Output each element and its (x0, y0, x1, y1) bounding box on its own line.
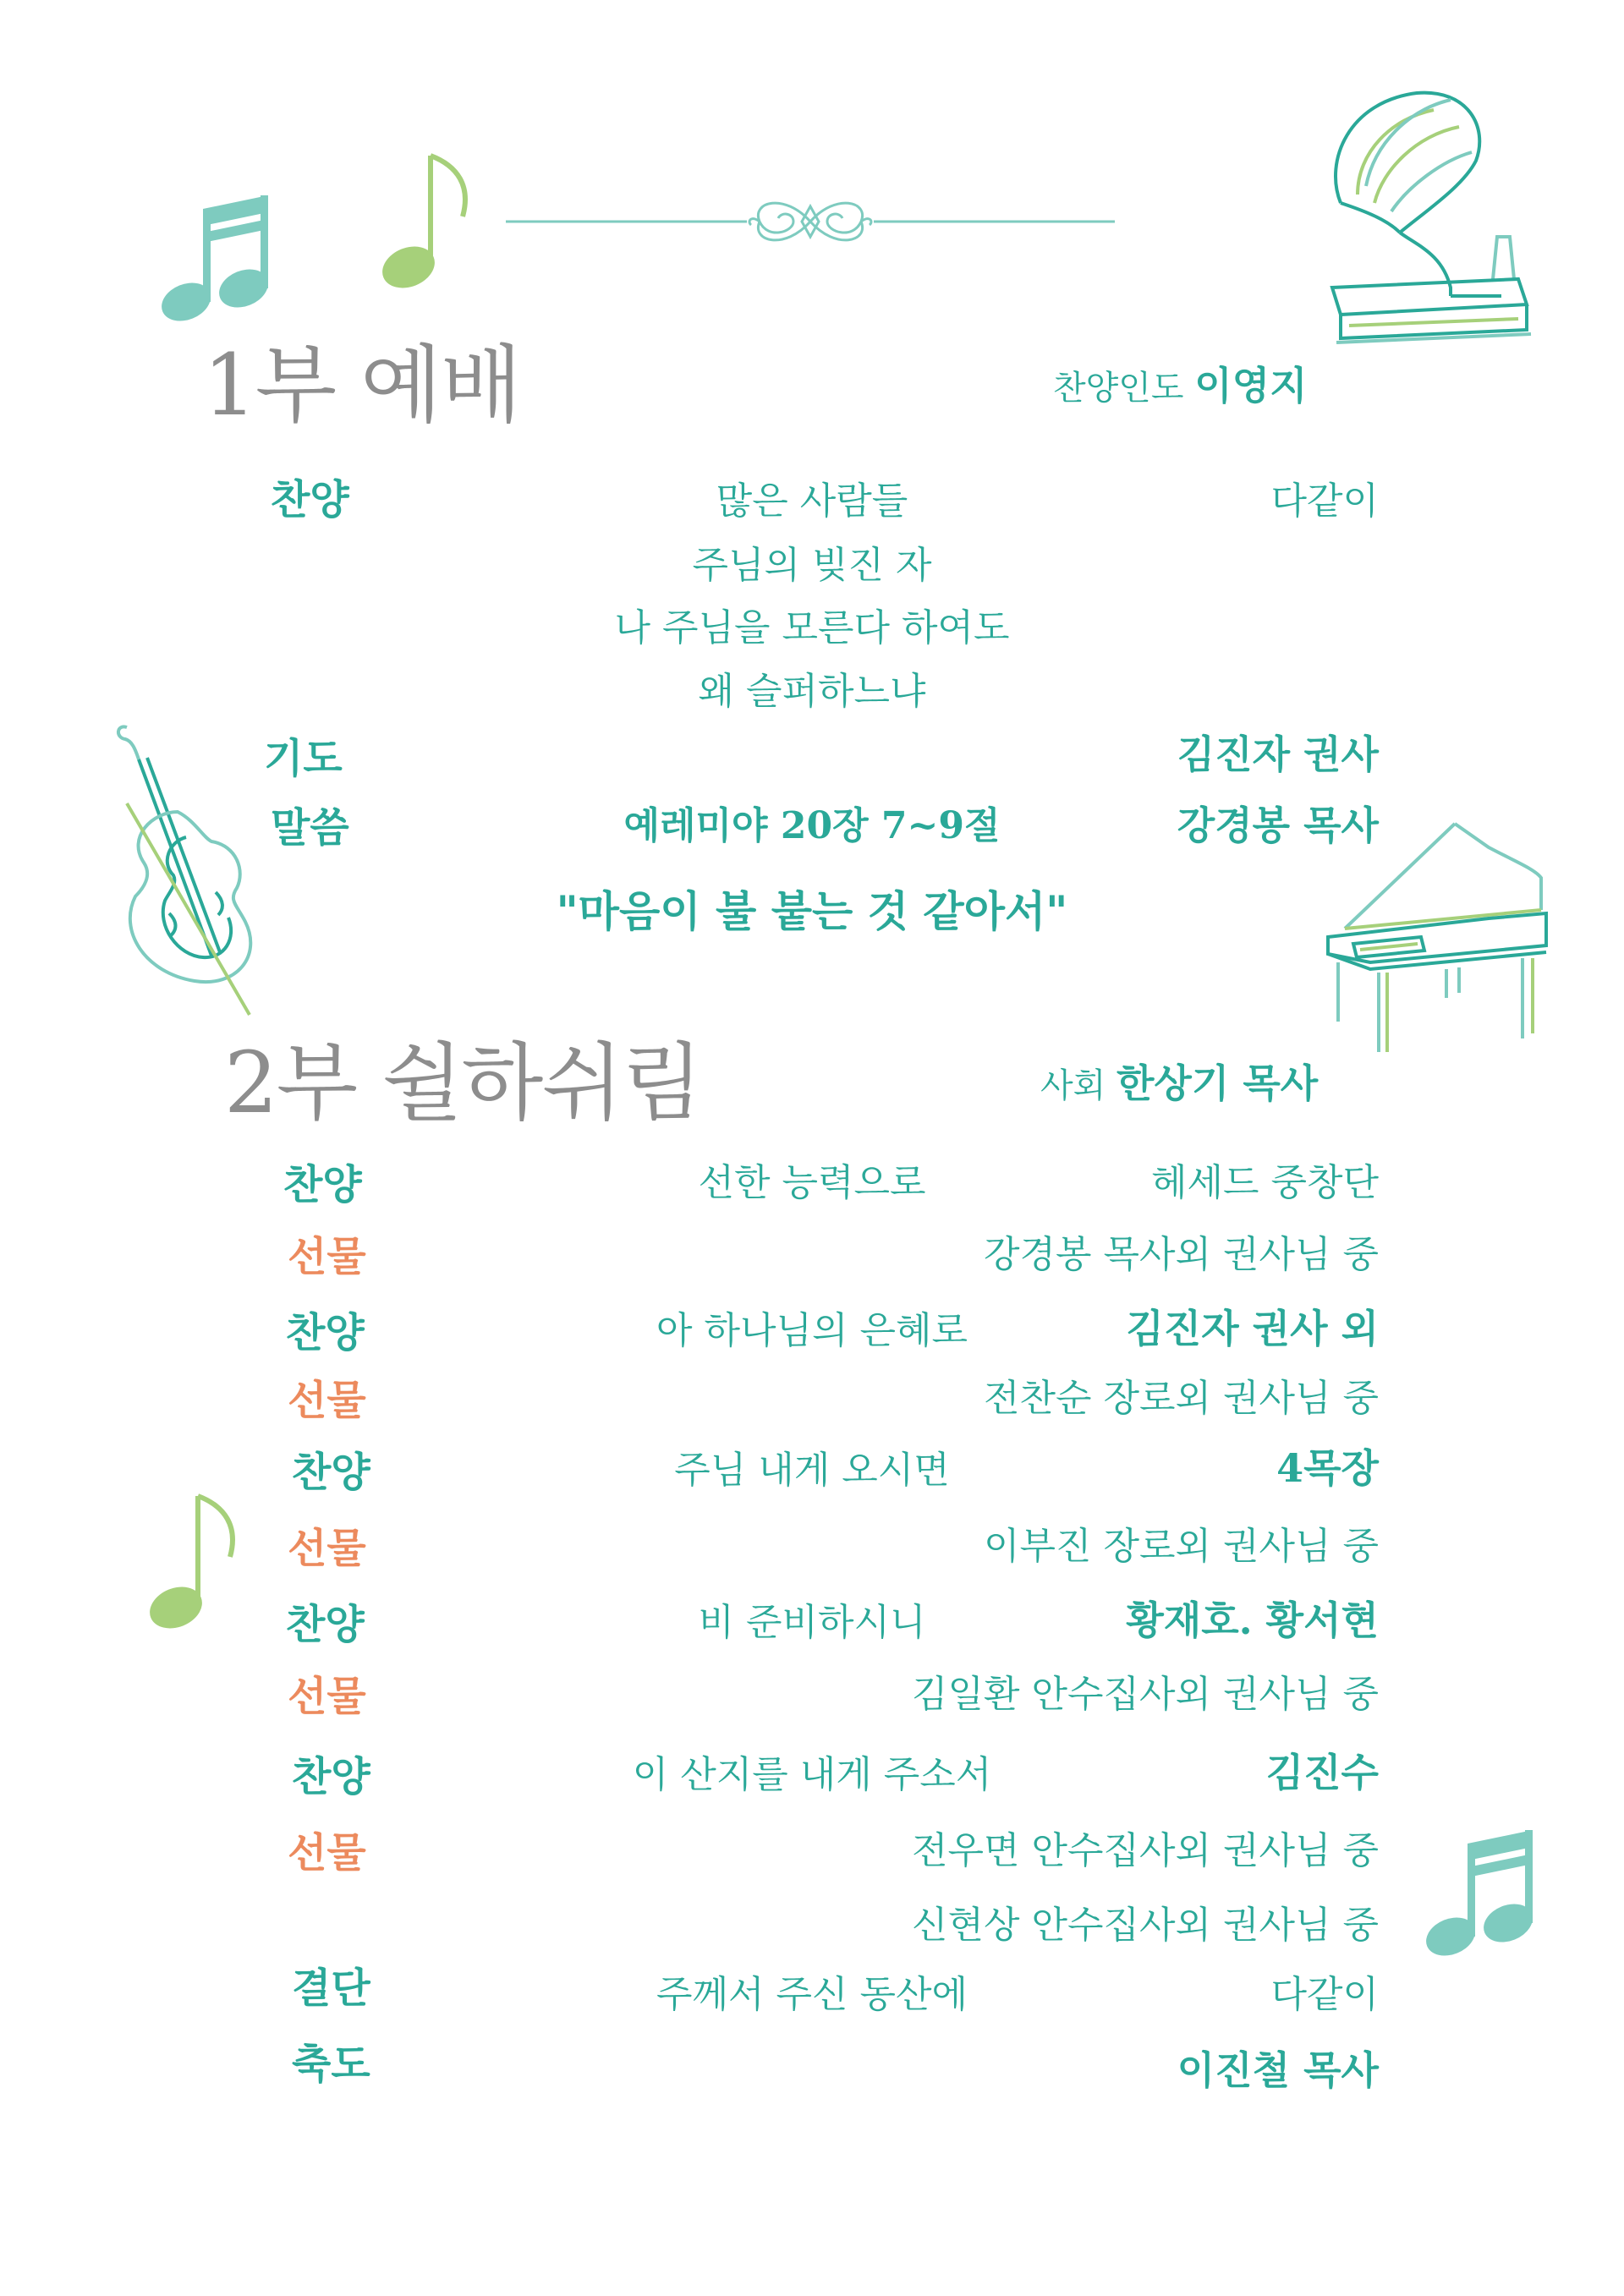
song-title: 많은 사람들 (716, 479, 908, 523)
music-note-icon (144, 1493, 245, 1636)
program-label: 찬양 (271, 476, 349, 523)
song-title: 선한 능력으로 (698, 1161, 926, 1204)
song-title: 이 산지를 내게 주소서 (632, 1753, 992, 1796)
gramophone-icon (1324, 85, 1535, 355)
song-title: 비 준비하시니 (698, 1601, 926, 1644)
grand-piano-icon (1320, 819, 1556, 1064)
performer: 신현상 안수집사외 권사님 중 (911, 1904, 1379, 1947)
song-title: 주께서 주신 동산에 (656, 1973, 968, 2016)
song-title: 주님의 빚진 자 (692, 544, 932, 587)
worship-leader-name: 이영지 (1194, 363, 1308, 408)
performer: 강경봉 목사외 권사님 중 (984, 1233, 1379, 1276)
double-music-note-icon (1425, 1825, 1544, 1960)
program-label: 축도 (292, 2041, 370, 2088)
performer: 전찬순 장로외 권사님 중 (984, 1377, 1379, 1420)
song-title: 아 하나님의 은혜로 (656, 1309, 968, 1352)
song-title: 왜 슬퍼하느냐 (698, 670, 926, 713)
worship-leader-label: 찬양인도 (1053, 369, 1184, 408)
host (1040, 1053, 1318, 1109)
performer: 김진자 권사 외 (1126, 1306, 1379, 1351)
performer: 황재호. 황서현 (1126, 1597, 1379, 1643)
performer: 4목장 (1276, 1445, 1379, 1491)
performer: 김진자 권사 (1177, 732, 1379, 777)
double-music-note-icon (161, 190, 279, 326)
program-label: 기도 (264, 735, 343, 782)
program-label: 선물 (288, 1233, 366, 1280)
program-label: 선물 (288, 1673, 366, 1720)
music-note-icon (376, 152, 478, 296)
performer: 이진철 목사 (1177, 2047, 1379, 2093)
sermon-title: "마음이 불 붙는 것 같아서" (556, 886, 1068, 936)
song-title: 나 주님을 모른다 하여도 (614, 606, 1010, 649)
performer: 다같이 (1270, 1973, 1379, 2016)
ornament-divider (506, 184, 1115, 260)
performer: 다같이 (1270, 479, 1379, 523)
program-label: 찬양 (286, 1309, 365, 1356)
program-label: 선물 (288, 1377, 366, 1424)
scripture-reference: 예레미야 20장 7~9절 (623, 804, 1001, 847)
performer: 전우면 안수집사외 권사님 중 (911, 1829, 1379, 1872)
host-name: 한상기 목사 (1116, 1060, 1319, 1106)
performer: 헤세드 중창단 (1150, 1161, 1379, 1204)
performer: 이부진 장로외 권사님 중 (984, 1525, 1379, 1568)
program-label: 선물 (288, 1525, 366, 1572)
program-label: 찬양 (292, 1449, 370, 1496)
program-label: 선물 (288, 1829, 366, 1877)
program-label: 찬양 (292, 1753, 370, 1800)
program-label: 찬양 (286, 1601, 365, 1648)
performer: 김일환 안수집사외 권사님 중 (911, 1673, 1379, 1716)
program-label: 결단 (292, 1964, 370, 2012)
host-label: 사회 (1040, 1066, 1106, 1105)
performer: 강경봉 목사 (1177, 803, 1379, 848)
cello-icon (110, 719, 271, 1023)
performer: 김진수 (1265, 1750, 1379, 1795)
song-title: 주님 내게 오시면 (674, 1449, 950, 1492)
part1-title: 1부 예배 (203, 336, 521, 435)
worship-leader (1053, 355, 1308, 411)
program-label: 찬양 (283, 1161, 362, 1208)
program-label: 말씀 (271, 804, 349, 852)
part2-title: 2부 쉴하쉬림 (224, 1033, 702, 1132)
